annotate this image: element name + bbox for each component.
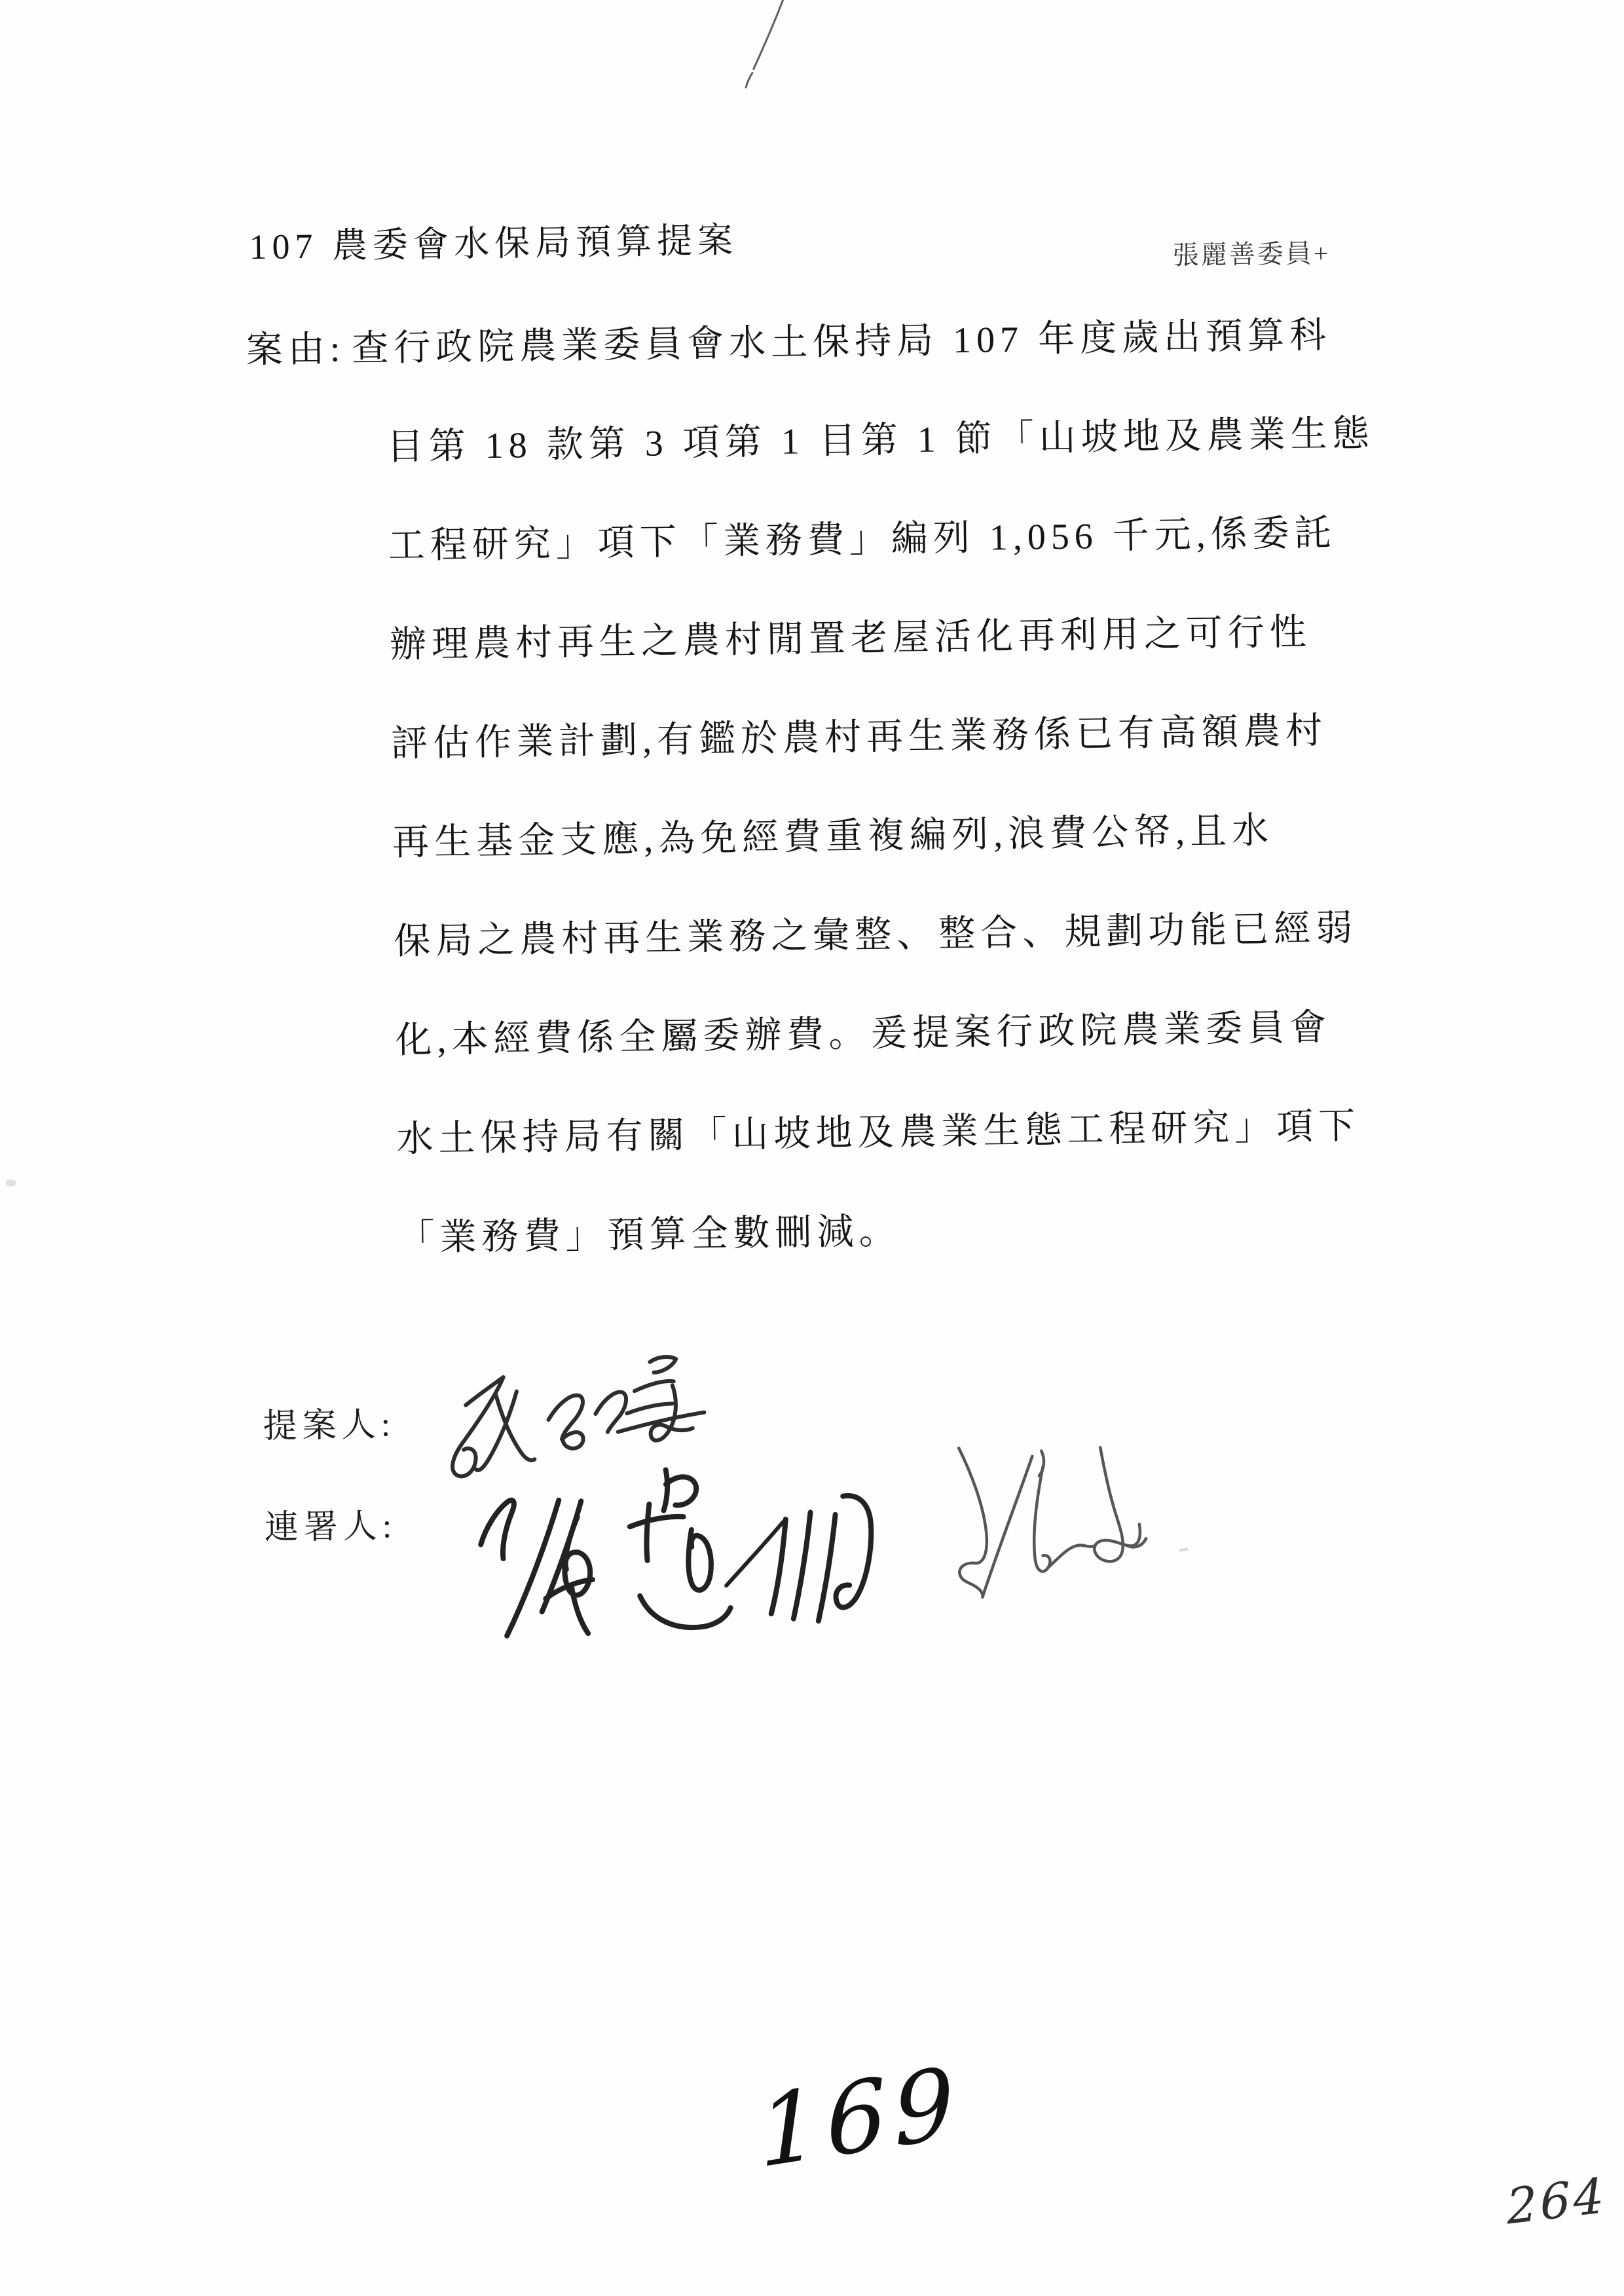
page-number: 169 — [756, 2045, 964, 2190]
case-line: 化,本經費係全屬委辦費。爰提案行政院農業委員會 — [395, 1007, 1332, 1062]
case-line: 工程研究」項下「業務費」編列 1,056 千元,係委託 — [388, 513, 1337, 567]
case-line — [246, 314, 1331, 373]
case-line: 保局之農村再生業務之彙整、整合、規劃功能已經弱 — [393, 908, 1358, 963]
case-line-text: 查行政院農業委員會水土保持局 107 年度歲出預算科 — [351, 315, 1332, 370]
case-line: 水土保持局有關「山坡地及農業生態工程研究」項下 — [396, 1105, 1361, 1160]
case-line: 「業務費」預算全數刪減。 — [397, 1211, 902, 1259]
case-line: 再生基金支應,為免經費重複編列,浪費公帑,且水 — [392, 810, 1274, 864]
scan-artifact — [1179, 1547, 1189, 1552]
document-title: 107 農委會水保局預算提案 — [249, 220, 739, 267]
cosigner-signature-2 — [944, 1436, 1156, 1612]
case-line: 辦理農村再生之農村閒置老屋活化再利用之可行性 — [389, 612, 1312, 666]
scan-artifact — [5, 1179, 16, 1186]
case-line: 目第 18 款第 3 項第 1 目第 1 節「山坡地及農業生態 — [386, 413, 1375, 468]
committee-member-note: 張麗善委員+ — [1172, 238, 1331, 270]
page-header — [0, 0, 1613, 270]
cosigner-label: 連署人: — [264, 1508, 397, 1547]
proposer-label: 提案人: — [263, 1406, 396, 1446]
pen-slash-mark — [737, 0, 794, 91]
corner-page-note: 264 — [1505, 2167, 1608, 2236]
case-line: 評估作業計劃,有鑑於農村再生業務係已有高額農村 — [390, 711, 1328, 765]
case-label: 案由: — [246, 329, 346, 371]
cosigner-signature-1 — [441, 1455, 889, 1664]
